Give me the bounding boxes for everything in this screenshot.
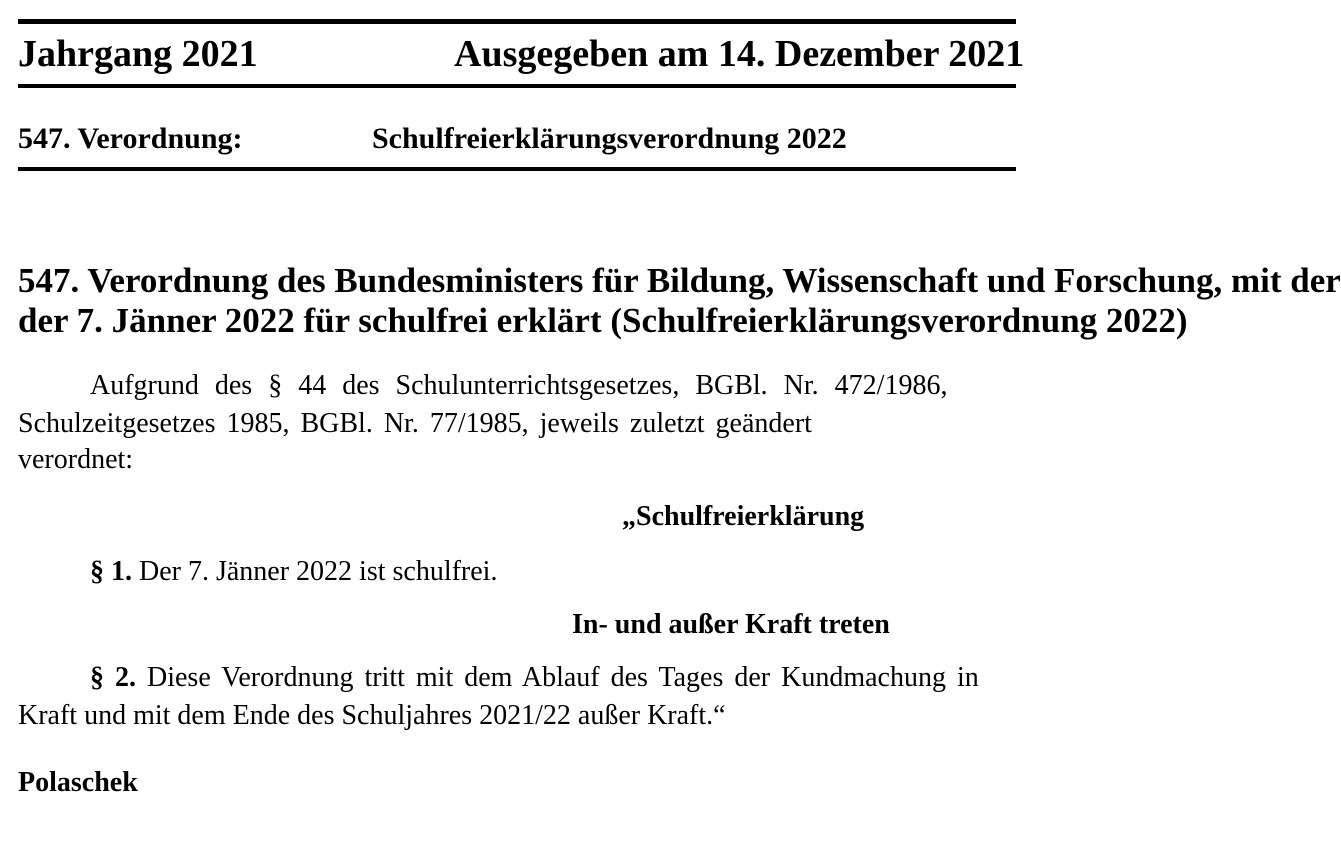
preamble-line3: verordnet: bbox=[18, 444, 134, 475]
section1-mark: § 1. bbox=[90, 556, 132, 587]
section1-heading: „Schulfreierklärung bbox=[622, 501, 865, 532]
volume-year: Jahrgang 2021 bbox=[18, 33, 258, 75]
section2-paragraph-line1 bbox=[90, 664, 979, 692]
section2-text-line1: Diese Verordnung tritt mit dem Ablauf des Tages der Kundmachung in bbox=[136, 662, 979, 693]
preamble-line1: Aufgrund des § 44 des Schulunterrichtsgesetzes, BGBl. Nr. 472/1986, bbox=[90, 370, 948, 401]
section2-heading: In- und außer Kraft treten bbox=[572, 609, 890, 640]
ordinance-heading-line2: der 7. Jänner 2022 für schulfrei erklärt (Schulfreierklärungsverordnung 2022) bbox=[18, 301, 1188, 340]
section1-paragraph bbox=[90, 558, 497, 586]
section2-mark: § 2. bbox=[90, 662, 136, 693]
summary-rule bbox=[18, 167, 1016, 171]
issue-date: Ausgegeben am 14. Dezember 2021 bbox=[454, 33, 1025, 75]
ordinance-name: Schulfreierklärungsverordnung 2022 bbox=[372, 122, 847, 155]
preamble-line2: Schulzeitgesetzes 1985, BGBl. Nr. 77/1985, jeweils zuletzt geändert bbox=[18, 408, 812, 439]
section2-paragraph-line2: Kraft und mit dem Ende des Schuljahres 2021/22 außer Kraft.“ bbox=[18, 700, 726, 731]
header-rule bbox=[18, 84, 1016, 88]
top-rule bbox=[18, 19, 1016, 24]
section1-text: Der 7. Jänner 2022 ist schulfrei. bbox=[132, 556, 498, 587]
ordinance-heading-line1: 547. Verordnung des Bundesministers für Bildung, Wissenschaft und Forschung, mit der bbox=[18, 261, 1341, 300]
ordinance-number: 547. Verordnung: bbox=[18, 122, 243, 155]
signature: Polaschek bbox=[18, 767, 138, 798]
